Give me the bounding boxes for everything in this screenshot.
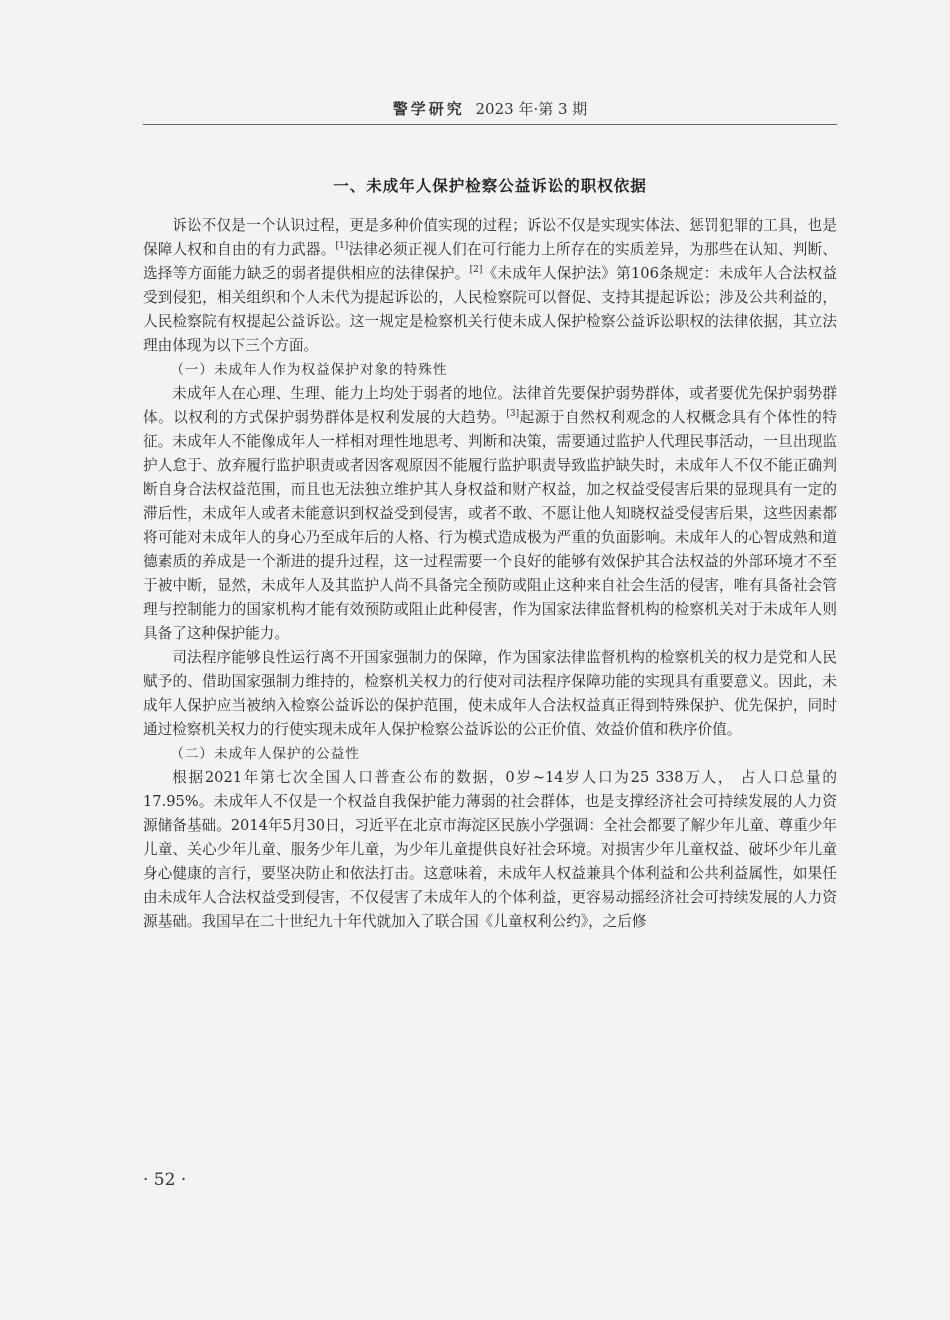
paragraph-text: 未成年人在心理、生理、能力上均处于弱者的地位。法律首先要保护弱势群体，或者要优先保护弱势群体。以权利的方式保护弱势群体是权利发展的大趋势。 [143,385,837,426]
citation-ref: [2] [469,265,483,276]
journal-name: 警学研究 [392,100,465,118]
paragraph-3: 司法程序能够良性运行离不开国家强制力的保障，作为国家法律监督机构的检察机关的权力是党和人民赋予的、借助国家强制力维持的，检察机关权力的行使对司法程序保障功能的实现具有重要意义。因此，未成年人保护应当被纳入检察公益诉讼的保护范围，使未成年人合法权益真正得到特殊保护、优先保护，同时通过检察机关权力的行使实现未成年人保护检察公益诉讼的公正价值、效益价值和秩序价值。 [143,649,837,738]
paragraph-2 [143,382,837,646]
page-number: · 52 · [143,1170,187,1190]
citation-ref: [3] [506,409,520,420]
paragraph-text: 诉讼不仅是一个认识过程，更是多种价值实现的过程；诉讼不仅是实现实体法、惩罚犯罪的工具，也是保障人权和自由的有力武器。 [143,217,837,258]
paragraph-text: 法律必须正视人们在可行能力上所存在的实质差异，为那些在认知、判断、选择等方面能力缺乏的弱者提供相应的法律保护。 [143,241,837,282]
section-title: 一、未成年人保护检察公益诉讼的职权依据 [333,177,647,195]
running-header [143,98,837,119]
subheading-1: （一）未成年人作为权益保护对象的特殊性 [170,362,448,378]
article-body [143,214,837,934]
issue-info: 2023 年·第 3 期 [475,100,588,118]
paragraph-text: 《未成年人保护法》第106条规定：未成年人合法权益受到侵犯，相关组织和个人未代为提起诉讼的，人民检察院可以督促、支持其提起诉讼；涉及公共利益的，人民检察院有权提起公益诉讼。这一规定是检察机关行使未成人保护检察公益诉讼职权的法律依据，其立法理由体现为以下三个方面。 [143,265,837,354]
paragraph-1 [143,214,837,358]
paragraph-text: 起源于自然权利观念的人权概念具有个体性的特征。未成年人不能像成年人一样相对理性地思考、判断和决策，需要通过监护人代理民事活动，一旦出现监护人怠于、放弃履行监护职责或者因客观原因不能履行监护职责导致监护缺失时，未成年人不仅不能正确判断自身合法权益范围，而且也无法独立维护其人身权益和财产权益，加之权益受侵害后果的显现具有一定的滞后性，未成年人或者未能意识到权益受到侵害，或者不敢、不愿让他人知晓权益受侵害后果，这些因素都将可能对未成年人的身心乃至成年后的人格、行为模式造成极为严重的负面影响。未成年人的心智成熟和道德素质的养成是一个渐进的提升过程，这一过程需要一个良好的能够有效保护其合法权益的外部环境才不至于被中断，显然，未成年人及其监护人尚不具备完全预防或阻止这种来自社会生活的侵害，唯有具备社会管理与控制能力的国家机构才能有效预防或阻止此种侵害，作为国家法律监督机构的检察机关对于未成年人则具备了这种保护能力。 [143,409,837,642]
header-rule [143,124,837,125]
subheading-2: （二）未成年人保护的公益性 [170,746,360,762]
citation-ref: [1] [335,241,349,252]
paragraph-4: 根据2021年第七次全国人口普查公布的数据，0岁~14岁人口为25 338万人， 占人口总量的17.95%。未成年人不仅是一个权益自我保护能力薄弱的社会群体，也是支撑经济社会可持续发展的人力资源储备基础。2014年5月30日，习近平在北京市海淀区民族小学强调：全社会都要了解少年儿童、尊重少年儿童、关心少年儿童、服务少年儿童，为少年儿童提供良好社会环境。对损害少年儿童权益、破坏少年儿童身心健康的言行，要坚决防止和依法打击。这意味着，未成年人权益兼具个体利益和公共利益属性，如果任由未成年人合法权益受到侵害，不仅侵害了未成年人的个体利益，更容易动摇经济社会可持续发展的人力资源基础。我国早在二十世纪九十年代就加入了联合国《儿童权利公约》，之后修 [143,769,837,930]
